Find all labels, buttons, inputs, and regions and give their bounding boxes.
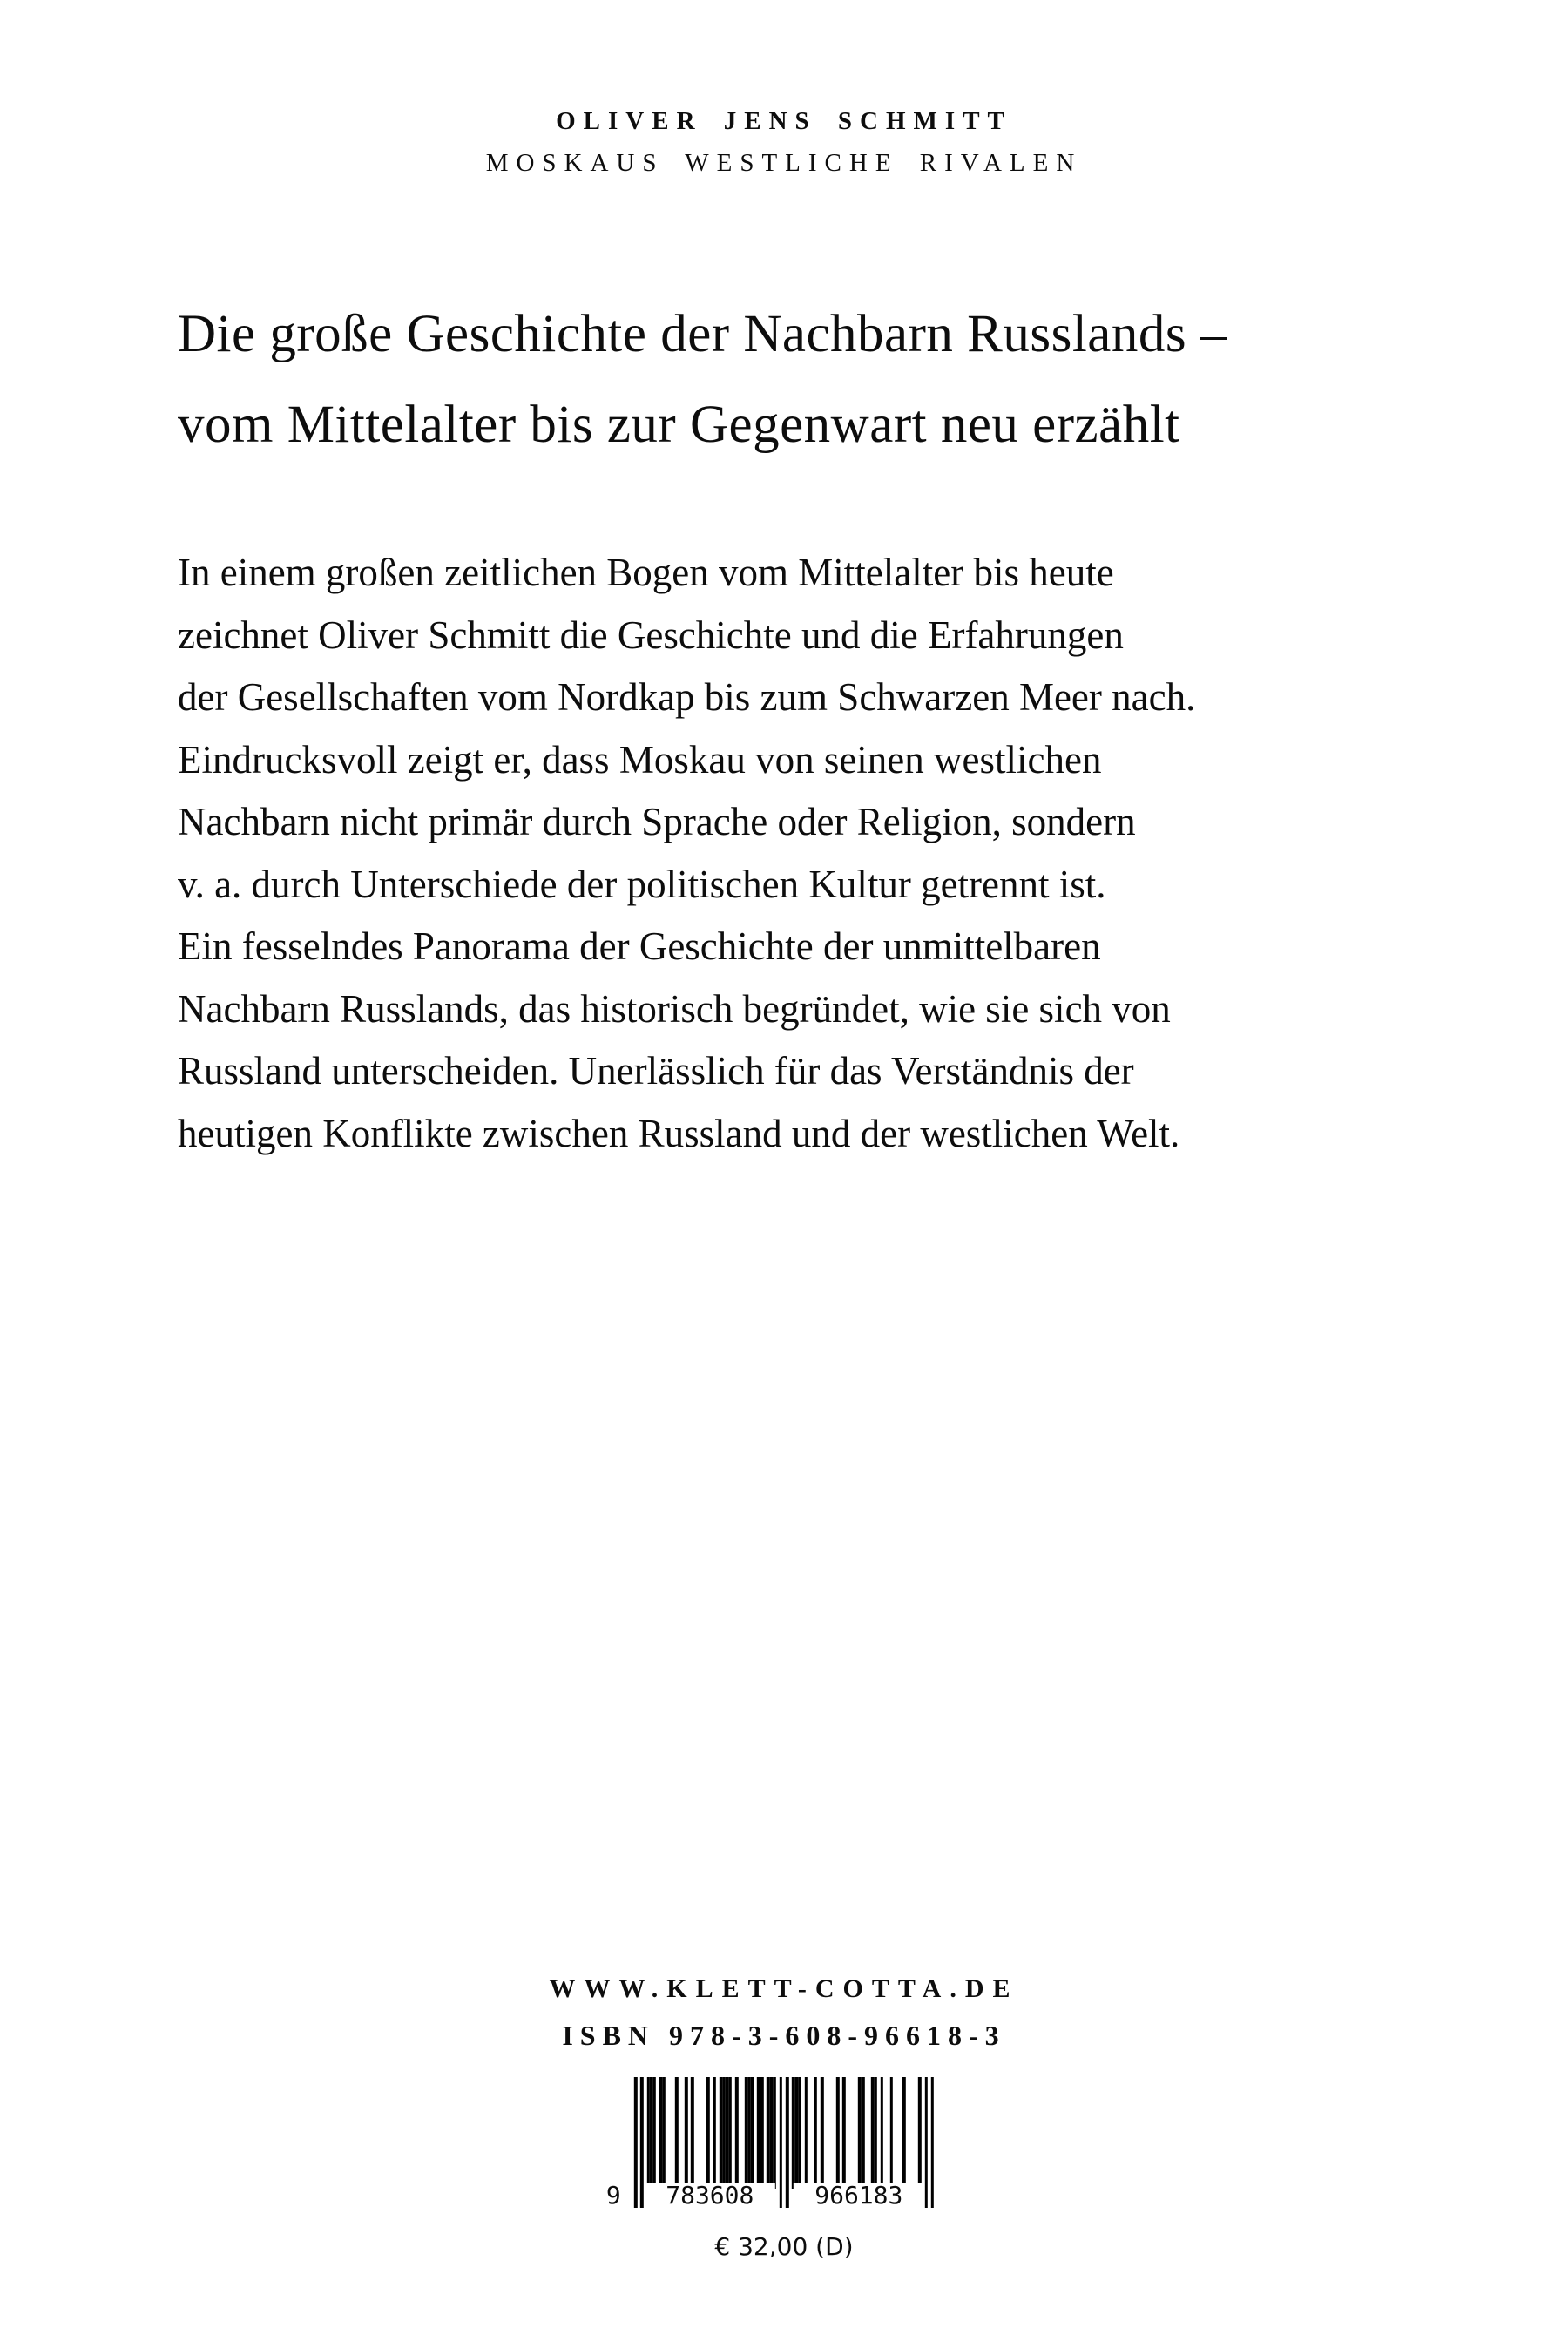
barcode-left-digits: 783608 [645,2183,775,2208]
tagline-line: vom Mittelalter bis zur Gegenwart neu erzählt [178,396,1180,454]
barcode-right-digits: 966183 [794,2183,924,2208]
back-cover-blurb [178,542,1467,1165]
blurb-line: Eindrucksvoll zeigt er, dass Moskau von seinen westlichen [178,737,1102,782]
blurb-line: heutigen Konflikte zwischen Russland und der westlichen Welt. [178,1111,1180,1155]
price-label: € 32,00 (D) [714,2232,854,2261]
blurb-line: Russland unterscheiden. Unerlässlich für das Verständnis der [178,1049,1134,1093]
blurb-line: Nachbarn Russlands, das historisch begründet, wie sie sich von [178,986,1171,1031]
blurb-line: zeichnet Oliver Schmitt die Geschichte und die Erfahrungen [178,613,1124,657]
barcode-first-digit: 9 [605,2181,621,2210]
cover-header [0,100,1568,184]
tagline-line: Die große Geschichte der Nachbarn Russlands – [178,305,1227,363]
tagline-headline [178,289,1467,470]
isbn-number: ISBN 978-3-608-96618-3 [562,2020,1006,2051]
blurb-line: Ein fesselndes Panorama der Geschichte der unmittelbaren [178,924,1101,968]
book-title: MOSKAUS WESTLICHE RIVALEN [485,149,1083,177]
ean-barcode [605,2077,934,2210]
blurb-line: In einem großen zeitlichen Bogen vom Mittelalter bis heute [178,551,1114,594]
author-name: OLIVER JENS SCHMITT [556,107,1012,135]
publisher-website: WWW.KLETT-COTTA.DE [549,1974,1019,2003]
blurb-line: v. a. durch Unterschiede der politischen Kultur getrennt ist. [178,862,1106,906]
blurb-line: der Gesellschaften vom Nordkap bis zum Schwarzen Meer nach. [178,675,1196,719]
blurb-line: Nachbarn nicht primär durch Sprache oder Religion, sondern [178,800,1136,843]
barcode-module [931,2077,935,2208]
